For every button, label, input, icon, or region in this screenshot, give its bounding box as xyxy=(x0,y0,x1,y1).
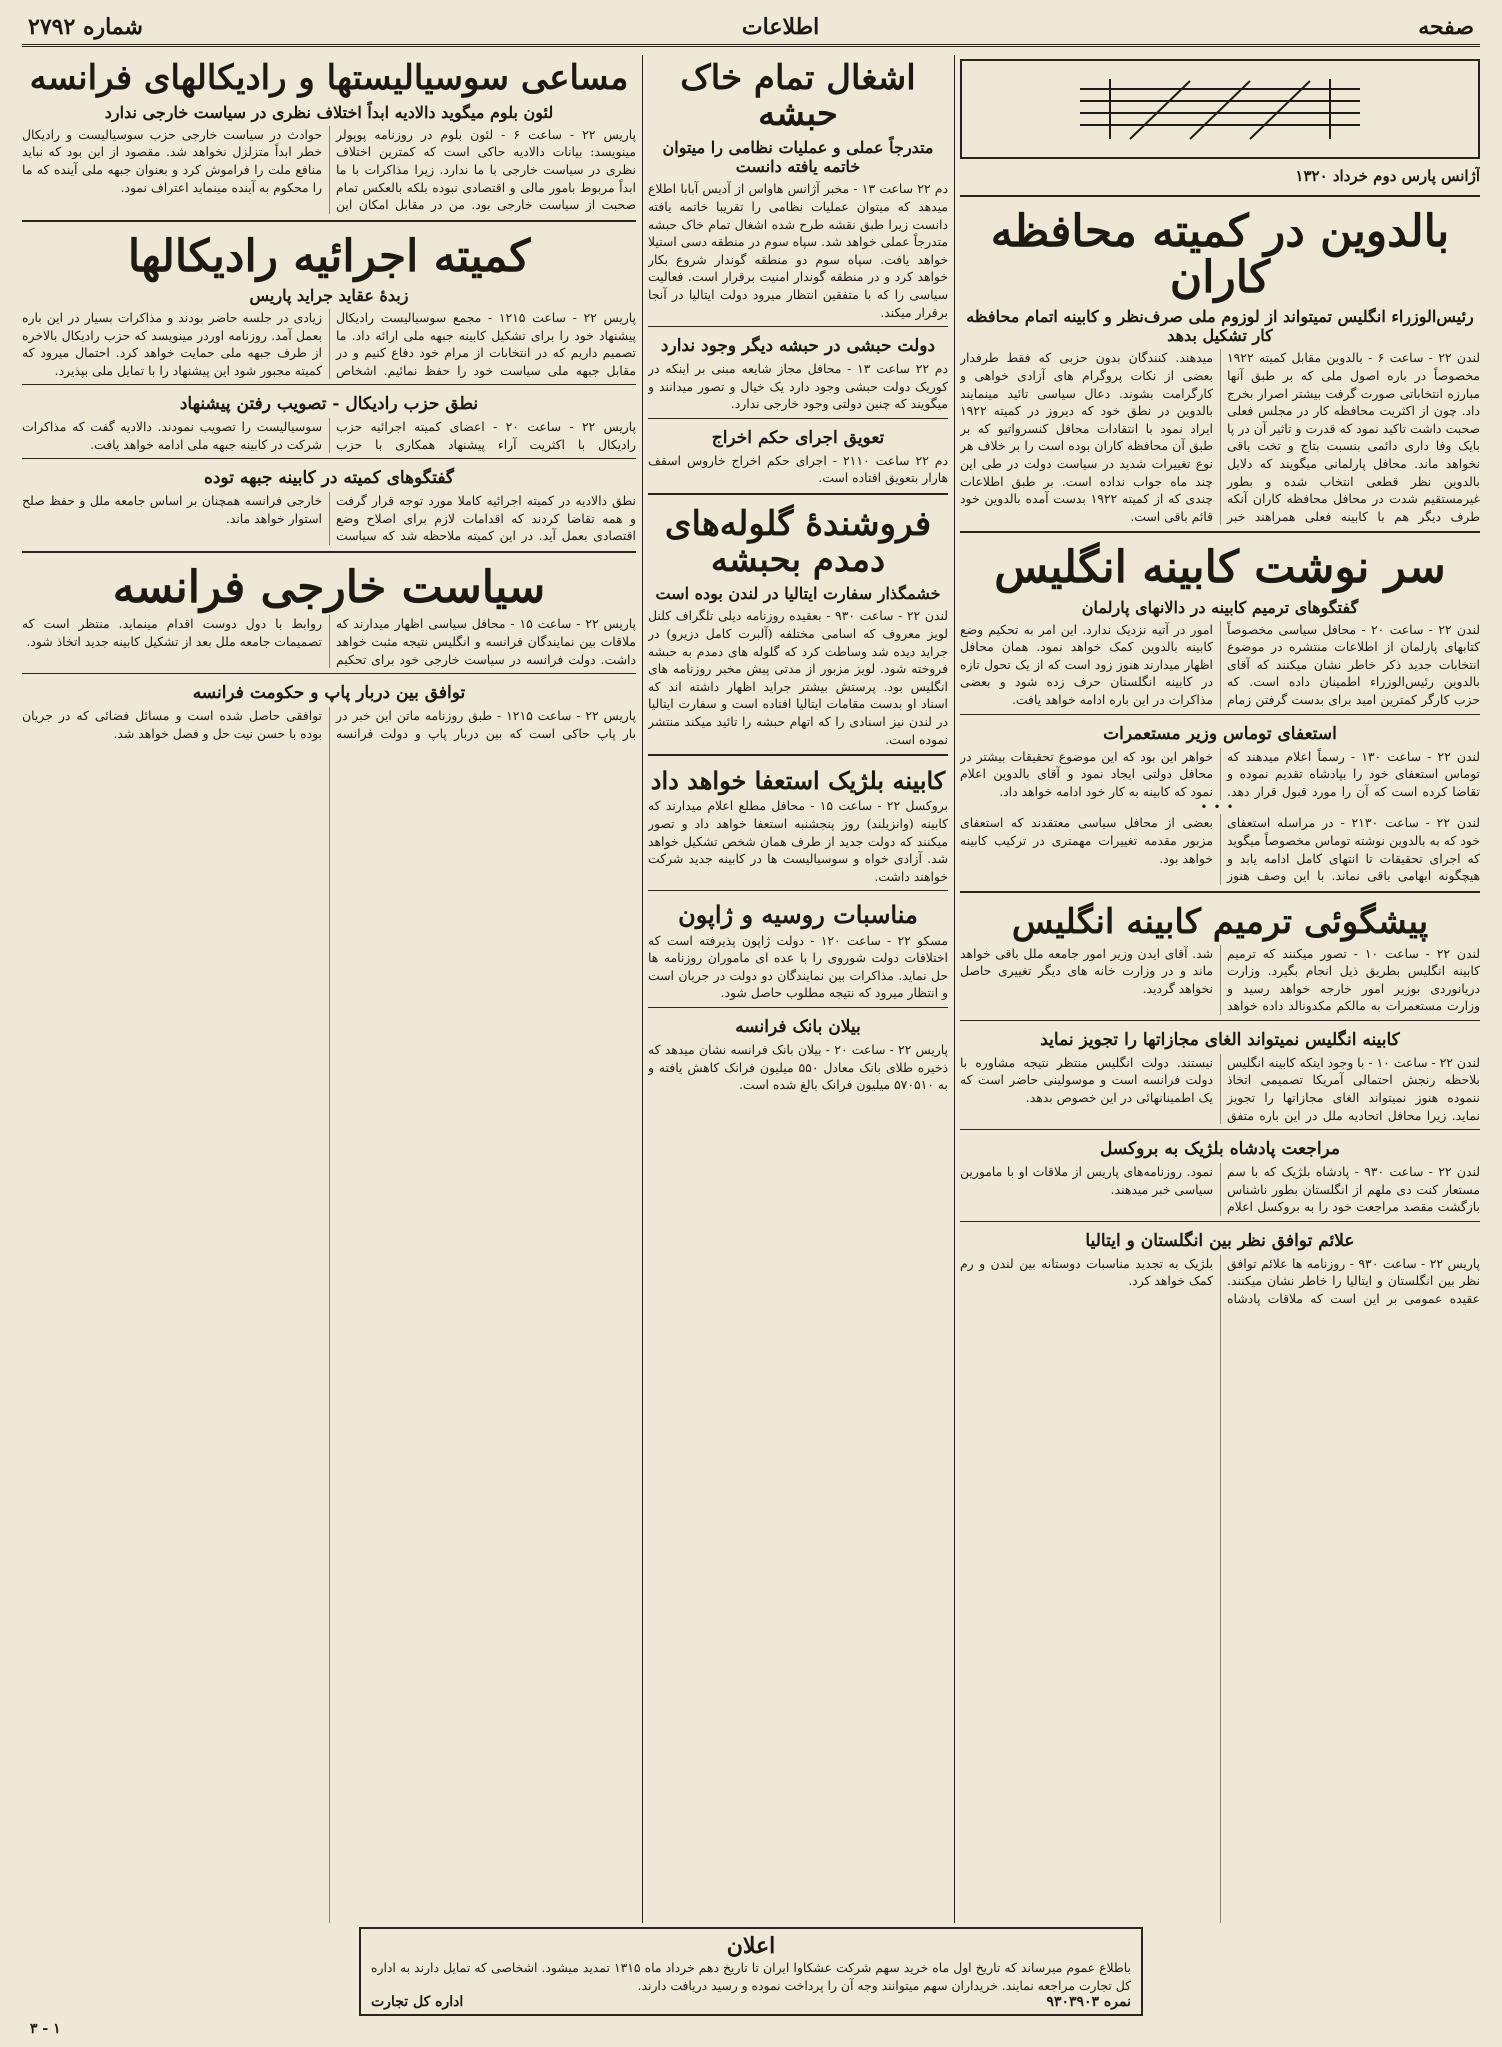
divider xyxy=(648,493,948,495)
subhead-socialists: لئون بلوم میگوید دالادیه ابداً اختلاف نظری در سیاست خارجی ندارد xyxy=(104,102,554,122)
notice-signature xyxy=(371,1994,1131,2010)
notice-body: باطلاع عموم میرساند که تاریخ اول ماه خرید سهم شرکت عشکاوا ایران تا تاریخ دهم خرداد ماه ۱۳۱۵ تمدید میشود. اشخاصی که تمایل دارند به اداره کل تجارت مراجعه نمایند. خریداران سهم میتوانند وجه آن را پرداخت نموده و رسید دریافت دارند. xyxy=(371,1960,1131,1993)
headline-thomas-resign: استعفای توماس وزیر مستعمرات xyxy=(1103,723,1337,744)
divider xyxy=(22,551,636,553)
article-ethiopia: دم ۲۲ ساعت ۱۳ - مخبر آژانس هاواس از آدیس آبابا اطلاع میدهد که میتوان عملیات نظامی را تقریبا خاتمه یافته دانست زیرا طبق نقشه طرح شده اشغال تمام خاک حبشه متدرجاً عملی خواهد شد. سپاه سوم در منطقه دسی استیلا خواهد یافت. سپاه سوم دو منطقه گوندار شروع بکار خواهد کرد و در منطقه گوندار امنیت برقرار است. فعالیت سیاسی را که با متفقین انتظار میرود دولت ایتالیا در آنجا برقرار میکند. xyxy=(648,181,948,320)
article-radical-speech: پاریس ۲۲ - ساعت ۲۰ - اعضای کمیته اجرائیه حزب رادیکال با اکثریت آراء پیشنهاد همکاری با حزب سوسیالیست را تصویب نمودند. دالادیه گفت که مذاکرات شرکت در کابینه جبهه ملی ادامه خواهد یافت. xyxy=(22,419,636,452)
divider xyxy=(648,326,948,327)
divider xyxy=(648,418,948,419)
divider xyxy=(960,195,1480,197)
divider xyxy=(22,458,636,459)
article-radicals-committee: پاریس ۲۲ - ساعت ۱۲۱۵ - مجمع سوسیالیست رادیکال پیشنهاد خود را برای تشکیل کابینه جبهه ملی ارائه داد. ما تصمیم داریم که در انتخابات از مرام خود دفاع کنیم و در مقابل جبهه ملی سیاست خود را حفظ نمائیم. اشخاص زیادی در جلسه حاضر بودند و مذاکرات بسیار در این باره بعمل آمد. روزنامه اوردر مینویسد که حزب رادیکال بالاخره از طرف جبهه ملی حمایت خواهد کرد. احتمال میرود که کمیته مجبور شود این پیشنهاد را با تمایل ملی بپذیرد. xyxy=(22,309,636,378)
article-thomas-letter: لندن ۲۲ - ساعت ۲۱۳۰ - در مراسله استعفای خود که به بالدوین نوشته توماس مخصوصاً میگوید که اجرای تحقیقات تا انتهای کامل ادامه یابد و هیچگونه ابهامی باقی نماند. با این وصف هنوز بعضی از محافل سیاسی معتقدند که استعفای مزبور مقدمه تغییرات مهمتری در ترکیب کابینه خواهد بود. xyxy=(960,815,1480,884)
paper-name: اطلاعات xyxy=(741,14,820,40)
article-belgian-cabinet: بروکسل ۲۲ - ساعت ۱۵ - محافل مطلع اعلام میدارند که کابینه (وانزیلند) روز پنجشنبه استعفا خواهد داد و تصور میکنند که دولت جدید از طرف همان شخص تشکیل خواهد شد. آزادی خواه و سوسیالیست ها در کابینه جدید شرکت خواهند داشت. xyxy=(648,798,948,884)
headline-belgian-cabinet: کابینه بلژیک استعفا خواهد داد xyxy=(650,766,946,796)
column-rule xyxy=(636,55,648,1923)
divider xyxy=(960,891,1480,893)
headline-radical-speech: نطق حزب رادیکال - تصویب رفتن پیشنهاد xyxy=(179,394,479,415)
middle-column xyxy=(648,55,948,1923)
ornament-dots: ••• xyxy=(1200,800,1240,815)
page-folio: ۳ - ۱ xyxy=(30,2021,61,2037)
headline-reshuffle: پیشگوئی ترمیم کابینه انگلیس xyxy=(1011,901,1429,942)
divider xyxy=(22,673,636,674)
headline-russia-japan: مناسبات روسیه و ژاپون xyxy=(678,900,918,930)
headline-radicals-committee: کمیته اجرائیه رادیکالها xyxy=(127,230,531,282)
subhead-dumdum: خشمگذار سفارت ایتالیا در لندن بوده است xyxy=(655,584,941,604)
article-belgian-king: لندن ۲۲ - ساعت ۹۳۰ - پادشاه بلژیک که با سم مستعار کنت دی ملهم از انگلستان بطور ناشناس بازگشت مقصد مراجعت خود را به بروکسل اعلام نمود. روزنامه‌های پاریس از ملاقات او با مامورین سیاسی خبر میدهند. xyxy=(960,1164,1480,1215)
article-expulsion: دم ۲۲ ساعت ۲۱۱۰ - اجرای حکم اخراج خاروس اسقف هارار بتعویق افتاده است. xyxy=(648,452,948,486)
divider xyxy=(648,754,948,756)
notice-number: نمره ۹۳۰۳۹۰۳ xyxy=(1046,1994,1131,2011)
issue-number: شماره ۲۷۹۲ xyxy=(28,14,143,40)
subhead-radicals-committee: زبدهٔ عقاید جراید پاریس xyxy=(249,285,409,305)
article-popular-front: نطق دالادیه در کمیته اجرائیه کاملا مورد توجه قرار گرفت و همه تقاضا کردند که اقدامات لازم برای اصلاح وضع اقتصادی بعمل آید. در این کمیته ملاحظه شد که سیاست خارجی فرانسه همچنان بر اساس جامعه ملل و حفظ صلح استوار خواهد ماند. xyxy=(22,493,636,544)
article-bank-france: پاریس ۲۲ - ساعت ۲۰ - بیلان بانک فرانسه نشان میدهد که ذخیره طلای بانک معادل ۵۵۰ میلیون فرانک کاهش یافته و به ۵۷۰۵۱۰ میلیون فرانک بالغ شده است. xyxy=(648,1041,948,1093)
divider xyxy=(22,384,636,385)
headline-vatican-france: توافق بین دربار پاپ و حکومت فرانسه xyxy=(192,683,466,704)
masthead xyxy=(22,10,1480,47)
headline-belgian-king: مراجعت پادشاه بلژیک به بروکسل xyxy=(1099,1139,1341,1160)
telegraph-wires-icon xyxy=(1070,69,1370,149)
divider xyxy=(960,714,1480,715)
headline-sanctions: کابینه انگلیس نمیتواند الغای مجازاتها را تجویز نماید xyxy=(1040,1029,1400,1050)
divider xyxy=(960,1020,1480,1021)
headline-uk-italy: علائم توافق نظر بین انگلستان و ایتالیا xyxy=(1085,1230,1355,1251)
article-russia-japan: مسکو ۲۲ - ساعت ۱۲۰ - دولت ژاپون پذیرفته است که اختلافات دولت شوروی را با عده ای ماموران روزنامه ها حل نماید. مذاکرات بین نمایندگان دو دولت در جریان است و انتظار میرود که نتیجه مطلوب حاصل شود. xyxy=(648,932,948,1001)
notice-title: اعلان xyxy=(726,1933,776,1959)
divider xyxy=(960,1221,1480,1222)
column-rule xyxy=(948,55,960,1923)
article-sanctions: لندن ۲۲ - ساعت ۱۰ - با وجود اینکه کابینه انگلیس بلاحظه رنجش احتمالی آمریکا تصمیمی اتخاذ ننموده هنوز نمیتواند الغای مجازاتها را تجویز نماید. زیرا محافل اتحادیه ملل در این باره متفق نیستند. دولت انگلیس منتظر نتیجه مشاوره با دولت فرانسه است و موسولینی حاضر است که یک اطمینانهائی در این خصوص بدهد. xyxy=(960,1054,1480,1123)
article-no-government: دم ۲۲ ساعت ۱۳ - محافل مجاز شایعه مبنی بر اینکه در کوریک دولت حبشی وجود دارد یک خیال و تصور میدانند و میگویند که چنین دولتی وجود خارجی ندارد. xyxy=(648,361,948,412)
headline-baldwin: بالدوین در کمیته محافظه کاران xyxy=(990,206,1450,304)
article-socialists: پاریس ۲۲ - ساعت ۶ - لئون بلوم در روزنامه پوپولر مینویسد: بیانات دالادیه حاکی است که کمترین اختلاف نظری در سیاست خارجی با ما ندارد. زیرا مذاکرات با ما ابداً مربوط بامور مالی و اقتصادی نبوده بلکه بالعکس تمام صحبت از سیاست خارجی بود. من در مقابل امکان این حوادث در سیاست خارجی حزب سوسیالیست و رادیکال خطر ابداً متزلزل نخواهد شد. مقصود از این بود که نباید منافع ملت را فراموش کرد و بعنوان جبهه ملی آینده که ما را محکوم به آینده مینماید اعتراف نمود. xyxy=(22,126,636,213)
subhead-cabinet-fate: گفتگوهای ترمیم کابینه در دالانهای پارلمان xyxy=(1081,597,1359,617)
divider xyxy=(648,1007,948,1008)
article-thomas-resign: لندن ۲۲ - ساعت ۱۳۰ - رسماً اعلام میدهند که توماس استعفای خود را بپادشاه تقدیم نموده و تقاضا کرده است که آن را مورد قبول قرار دهد. خواهر این بود که این موضوع تحقیقات بیشتر در محافل دولتی ایجاد نمود و آقای بالدوین اعلام نمود که کابینه به کار خود ادامه خواهد داد. xyxy=(960,748,1480,799)
public-notice xyxy=(359,1927,1143,2016)
article-french-foreign-policy: پاریس ۲۲ - ساعت ۱۵ - محافل سیاسی اظهار میدارند که ملاقات بین نمایندگان فرانسه و انگلیس نتیجه مثبت خواهد داشت. دولت فرانسه در سیاست خارجی خود برای تحکیم روابط با دول دوست اقدام مینماید. منتظر است که تصمیمات جامعه ملل بعد از تشکیل کابینه جدید اتخاذ شود. xyxy=(22,616,636,667)
article-cabinet-fate: لندن ۲۲ - ساعت ۲۰ - محافل سیاسی مخصوصاً کتابهای پارلمان از اطلاعات منتشره در موضوع انتخابات جدید ذکر خاطر نشان میکنند که آقای بالدوین رئیس‌الوزراء اطمینان داده است. که حزب کارگر کمترین امید برای بدست گرفتن زمام امور در آتیه نزدیک ندارد. این امر به تحکیم وضع کابینه بالدوین کمک خواهد نمود. همان محافل اظهار میدارند هنوز زود است که از یک تحول تازه در کابینه انگلستان حرف زده شود و بعضی مذاکرات در این باره ادامه خواهد یافت. xyxy=(960,621,1480,708)
subhead-baldwin: رئیس‌الوزراء انگلیس تمیتواند از لوزوم ملی صرف‌نظر و کابینه اتمام محافظه کار تشکیل بدهد xyxy=(966,307,1474,346)
notice-issuer: اداره کل تجارت xyxy=(371,1994,464,2011)
divider xyxy=(960,1129,1480,1130)
page-label: صفحه xyxy=(1418,14,1474,40)
headline-dumdum: فروشندهٔ گلوله‌های دمدم بحبشه xyxy=(664,503,932,580)
headline-socialists: مساعی سوسیالیستها و رادیکالهای فرانسه xyxy=(29,58,629,98)
columns-grid xyxy=(22,55,1480,1923)
article-vatican-france: پاریس ۲۲ - ساعت ۱۲۱۵ - طبق روزنامه ماتن این خبر در بار پاپ حاکی است که بین دربار پاپ و دولت فرانسه توافقی حاصل شده است و مسائل فضائی که در جریان بوده با حسن نیت حل و فصل خواهد شد. xyxy=(22,707,636,741)
agency-dateline: آژانس پارس دوم خرداد ۱۳۲۰ xyxy=(1295,167,1480,185)
headline-expulsion: تعویق اجرای حکم اخراج xyxy=(711,427,885,448)
subhead-ethiopia: متدرجاً عملی و عملیات نظامی را میتوان خاتمه یافته دانست xyxy=(662,138,934,177)
article-uk-italy: پاریس ۲۲ - ساعت ۹۳۰ - روزنامه ها علائم توافق نظر بین انگلستان و ایتالیا را خاطر نشان میکنند. عقیده عمومی بر این است که ملاقات پادشاه بلژیک به تجدید مناسبات دوستانه بین لندن و رم کمک خواهد کرد. xyxy=(960,1255,1480,1306)
headline-ethiopia: اشغال تمام خاک حبشه xyxy=(680,58,916,134)
headline-popular-front: گفتگوهای کمیته در کابینه جبهه توده xyxy=(203,468,455,489)
headline-no-government: دولت حبشی در حبشه دیگر وجود ندارد xyxy=(660,336,936,357)
left-column xyxy=(22,55,636,1923)
right-column xyxy=(960,55,1480,1923)
headline-bank-france: بیلان بانک فرانسه xyxy=(735,1017,861,1038)
article-reshuffle: لندن ۲۲ - ساعت ۱۰ - تصور میکنند که ترمیم کابینه انگلیس بطریق ذیل انجام بگیرد. وزارت دریانوردی بوزیر امور خارجه خواهد رسید و وزارت مستعمرات به مالکم مکدونالد داده خواهد شد. آقای ایدن وزیر امور جامعه ملل باقی خواهد ماند و در وزارت خانه های دیگر تغییری حاصل نخواهد گردید. xyxy=(960,945,1480,1014)
divider xyxy=(22,220,636,222)
article-dumdum: لندن ۲۲ - ساعت ۹۳۰ - بعقیده روزنامه دیلی تلگراف کلنل لویز معروف که اسامی مختلفه (آلبرت کامل دزیرو) در جراید دیده شد وساطت کرد که گلوله های دمدم به حبشه فروخته شود. لویز مزبور از مدتی پیش مخبر روزنامه های انگلیس بود. پرستش بیشتر جراید اظهار داشته اند که اسناد او بدست مقامات ایتالیا افتاده است و سفارت ایتالیا در لندن نیز اسنادی را که اتهام حبشه را تائید میکند منتشر نموده است. xyxy=(648,608,948,747)
headline-cabinet-fate: سر نوشت کابینه انگلیس xyxy=(994,542,1446,594)
article-baldwin: لندن ۲۲ - ساعت ۶ - بالدوین مقابل کمیته ۱۹۲۲ مخصوصاً در باره اصول ملی که بر طبق آنها مبارزه انتخاباتی صورت گرفت بیشتر اصرار بخرج داد. چون از اکثریت محافظه کار در مجلس فعلی صحبت داشت تاکید نمود که قدرت و تاثیر آن در پا بایک وفا داری دائمی بنسبت بتاج و تخت باقی نخواهد ماند. محافل پارلمانی میگویند که دلایل بالدوین نظر قطعی انتخاب شده و بطور غیرمستقیم شدت در محافل محافظه کاران آنکه طرف دیگر هم با کابینه فعلی همراهند خبر میدهند. کنندگان بدون حزبی که فقط طرفدار بعضی از نکات پروگرام های آزادی خواهی و کارگرامت بشوند. دعال سیاسی تائید مینمایند بالدوین در نطق خود که دیروز در کمیته ۱۹۲۲ ایراد نمود با انتقادات محافل کنسرواتیو که بر طبق آن محافظه کاران بوده است را بر خلاف هر نوع تغییرات شدید در سیاست دولت در طی این چند ماه جواب نداده است. بر طبق اطلاعات چندی که از کمیته ۱۹۲۲ بدست آمده بالدوین خود قائم باقی است. xyxy=(960,350,1480,524)
headline-french-foreign-policy: سیاست خارجی فرانسه xyxy=(112,562,546,614)
divider xyxy=(648,890,948,891)
divider xyxy=(960,531,1480,533)
news-agency-logo xyxy=(960,59,1480,159)
